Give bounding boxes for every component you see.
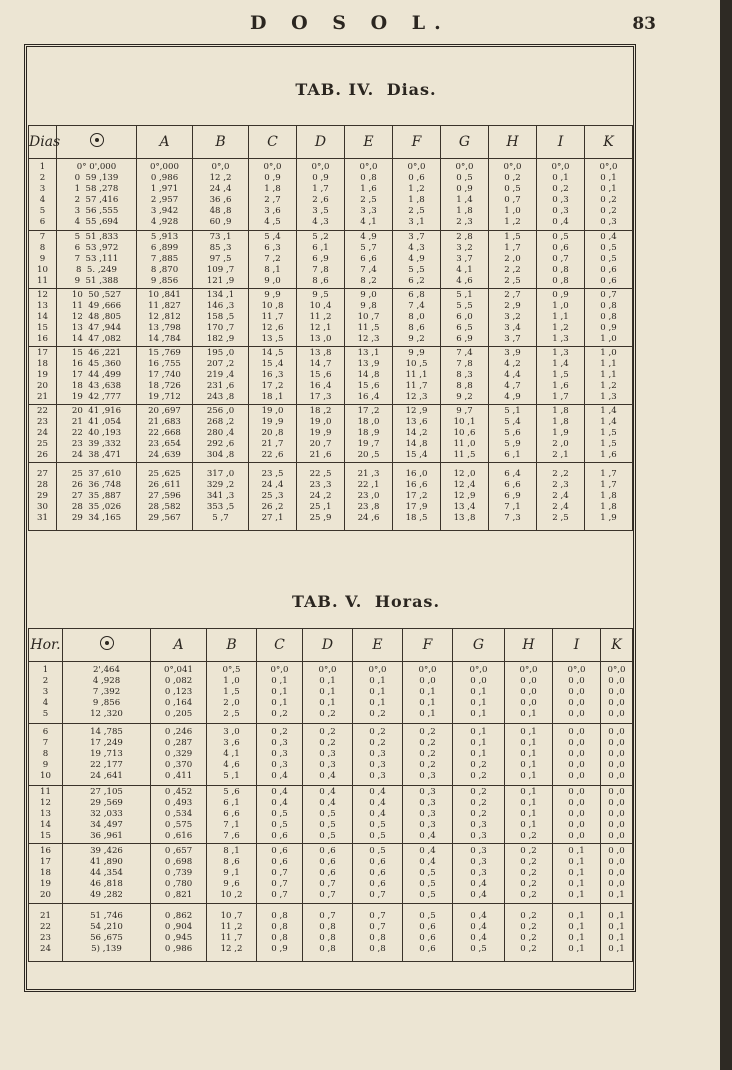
- value-cell: 25 ,625 26 ,611 27 ,596 28 ,582 29 ,567: [137, 463, 193, 531]
- value-cell: 27 ,105 29 ,569 32 ,033 34 ,497 36 ,961: [63, 786, 151, 844]
- value-cell: 0 ,1 0 ,1 0 ,1 0 ,1 0 ,2: [505, 786, 553, 844]
- value-cell: 0 ,3 0 ,3 0 ,3 0 ,3 0 ,4: [403, 786, 453, 844]
- value-cell: 0 ,1 0 ,1 0 ,1 0 ,1: [553, 904, 601, 962]
- value-cell: 10 ,841 11 ,827 12 ,812 13 ,798 14 ,784: [137, 289, 193, 347]
- value-cell: 0°,0 0 ,0 0 ,1 0 ,1 0 ,1: [403, 662, 453, 724]
- value-cell: 2',464 4 ,928 7 ,392 9 ,856 12 ,320: [63, 662, 151, 724]
- value-cell: 256 ,0 268 ,2 280 ,4 292 ,6 304 ,8: [193, 405, 249, 463]
- tab5-header-6: E: [353, 629, 403, 662]
- table-row: [29, 405, 633, 463]
- value-cell: 15 46 ,221 16 45 ,360 17 44 ,499 18 43 ,638 19 42 ,777: [57, 347, 137, 405]
- value-cell: 10 ,7 11 ,2 11 ,7 12 ,2: [207, 904, 257, 962]
- value-cell: 0 ,2 0 ,2 0 ,2 0 ,2: [505, 904, 553, 962]
- value-cell: 0 ,0 0 ,0 0 ,0 0 ,0 0 ,0: [601, 724, 633, 786]
- value-cell: 0° 0',000 0 59 ,139 1 58 ,278 2 57 ,416 3 56 ,555 4 55 ,694: [57, 159, 137, 231]
- value-cell: 0 ,2 0 ,2 0 ,2 0 ,2 0 ,3: [403, 724, 453, 786]
- value-cell: 1 ,8 1 ,8 1 ,9 2 ,0 2 ,1: [537, 405, 585, 463]
- table-row: [29, 844, 633, 904]
- tab5-header-2: A: [151, 629, 207, 662]
- value-cell: 0°,0 0 ,1 0 ,1 0 ,1 0 ,2: [257, 662, 303, 724]
- tab5-caption: [0, 592, 732, 611]
- tab5-header-5: D: [303, 629, 353, 662]
- tab5-header-3: B: [207, 629, 257, 662]
- value-cell: 0 ,2 0 ,2 0 ,2 0 ,3 0 ,3: [453, 786, 505, 844]
- value-cell: 0 ,7 0 ,8 0 ,8 0 ,9 1 ,0: [585, 289, 633, 347]
- value-cell: 0 ,2 0 ,2 0 ,2 0 ,2 0 ,2: [505, 844, 553, 904]
- tab5-caption-sub: Horas.: [374, 592, 441, 611]
- value-cell: 5 ,1 5 ,4 5 ,6 5 ,9 6 ,1: [489, 405, 537, 463]
- tab4-caption-label: TAB. IV.: [295, 80, 375, 99]
- value-cell: 5 ,2 6 ,1 6 ,9 7 ,8 8 ,6: [297, 231, 345, 289]
- value-cell: 0 ,0 0 ,0 0 ,0 0 ,0 0 ,0: [553, 786, 601, 844]
- value-cell: 22 ,5 23 ,3 24 ,2 25 ,1 25 ,9: [297, 463, 345, 531]
- row-index-cell: 11 12 13 14 15: [29, 786, 63, 844]
- tab4-header-7: F: [393, 126, 441, 159]
- value-cell: 6 ,8 7 ,4 8 ,0 8 ,6 9 ,2: [393, 289, 441, 347]
- value-cell: 0°,0 0 ,9 1 ,7 2 ,6 3 ,5 4 ,3: [297, 159, 345, 231]
- value-cell: 0 ,6 0 ,6 0 ,6 0 ,7 0 ,7: [303, 844, 353, 904]
- table-row: [29, 231, 633, 289]
- value-cell: 5 ,913 6 ,899 7 ,885 8 ,870 9 ,856: [137, 231, 193, 289]
- tab4-caption-sub: Dias.: [386, 80, 437, 99]
- value-cell: 10 50 ,527 11 49 ,666 12 48 ,805 13 47 ,944 14 47 ,082: [57, 289, 137, 347]
- value-cell: 195 ,0 207 ,2 219 ,4 231 ,6 243 ,8: [193, 347, 249, 405]
- value-cell: 0°,0 0 ,8 1 ,6 2 ,5 3 ,3 4 ,1: [345, 159, 393, 231]
- value-cell: 0 ,4 0 ,5 0 ,5 0 ,6 0 ,6: [585, 231, 633, 289]
- value-cell: 0°,0 0 ,0 0 ,0 0 ,0 0 ,0: [601, 662, 633, 724]
- table-row: [29, 662, 633, 724]
- tab5-header-9: H: [505, 629, 553, 662]
- value-cell: 0°,0 0 ,0 0 ,0 0 ,0 0 ,0: [553, 662, 601, 724]
- value-cell: 0 ,2 0 ,3 0 ,3 0 ,3 0 ,4: [257, 724, 303, 786]
- value-cell: 0 ,0 0 ,0 0 ,0 0 ,0 0 ,0: [553, 724, 601, 786]
- value-cell: 21 ,3 22 ,1 23 ,0 23 ,8 24 ,6: [345, 463, 393, 531]
- value-cell: 0 ,8 0 ,8 0 ,8 0 ,9: [257, 904, 303, 962]
- tab5-header-row: [29, 629, 633, 662]
- table-row: [29, 159, 633, 231]
- value-cell: 0 ,4 0 ,4 0 ,4 0 ,5: [453, 904, 505, 962]
- tab5-header-8: G: [453, 629, 505, 662]
- value-cell: 3 ,9 4 ,2 4 ,4 4 ,7 4 ,9: [489, 347, 537, 405]
- value-cell: 1 ,0 1 ,1 1 ,1 1 ,2 1 ,3: [585, 347, 633, 405]
- value-cell: 14 ,785 17 ,249 19 ,713 22 ,177 24 ,641: [63, 724, 151, 786]
- value-cell: 1 ,5 1 ,7 2 ,0 2 ,2 2 ,5: [489, 231, 537, 289]
- value-cell: 0 ,3 0 ,3 0 ,3 0 ,4 0 ,4: [453, 844, 505, 904]
- tab5-table: [28, 628, 633, 962]
- value-cell: 0 ,1 0 ,1 0 ,1 0 ,2 0 ,2: [453, 724, 505, 786]
- value-cell: 0 ,7 0 ,8 0 ,8 0 ,8: [303, 904, 353, 962]
- value-cell: 25 37 ,610 26 36 ,748 27 35 ,887 28 35 ,026 29 34 ,165: [57, 463, 137, 531]
- tab4-caption: [0, 80, 732, 99]
- value-cell: 0 ,5 0 ,6 0 ,6 0 ,6 0 ,7: [353, 844, 403, 904]
- table-row: [29, 347, 633, 405]
- page-edge-shadow: [720, 0, 732, 1070]
- tab4-header-11: K: [585, 126, 633, 159]
- value-cell: 7 ,4 7 ,8 8 ,3 8 ,8 9 ,2: [441, 347, 489, 405]
- value-cell: 0 ,4 0 ,4 0 ,5 0 ,5 0 ,5: [403, 844, 453, 904]
- value-cell: 20 ,697 21 ,683 22 ,668 23 ,654 24 ,639: [137, 405, 193, 463]
- value-cell: 1 ,3 1 ,4 1 ,5 1 ,6 1 ,7: [537, 347, 585, 405]
- value-cell: 12 ,0 12 ,4 12 ,9 13 ,4 13 ,8: [441, 463, 489, 531]
- value-cell: 2 ,8 3 ,2 3 ,7 4 ,1 4 ,6: [441, 231, 489, 289]
- table-row: [29, 786, 633, 844]
- value-cell: 0 ,2 0 ,2 0 ,3 0 ,3 0 ,3: [353, 724, 403, 786]
- value-cell: 9 ,5 10 ,4 11 ,2 12 ,1 13 ,0: [297, 289, 345, 347]
- value-cell: 13 ,8 14 ,7 15 ,6 16 ,4 17 ,3: [297, 347, 345, 405]
- table-row: [29, 463, 633, 531]
- running-title: D O S O L.: [250, 12, 450, 34]
- value-cell: 0 ,0 0 ,0 0 ,0 0 ,0 0 ,1: [601, 844, 633, 904]
- value-cell: 0 ,1 0 ,1 0 ,1 0 ,1 0 ,1: [505, 724, 553, 786]
- tab5-header-4: C: [257, 629, 303, 662]
- value-cell: 0°,0 0 ,1 0 ,1 0 ,1 0 ,2: [353, 662, 403, 724]
- value-cell: 0°,0 0 ,5 0 ,9 1 ,4 1 ,8 2 ,3: [441, 159, 489, 231]
- value-cell: 13 ,1 13 ,9 14 ,8 15 ,6 16 ,4: [345, 347, 393, 405]
- tab4-header-sun-icon: [57, 126, 137, 159]
- value-cell: 9 ,0 9 ,8 10 ,7 11 ,5 12 ,3: [345, 289, 393, 347]
- page-header: [0, 0, 732, 42]
- row-index-cell: 16 17 18 19 20: [29, 844, 63, 904]
- value-cell: 2 ,2 2 ,3 2 ,4 2 ,4 2 ,5: [537, 463, 585, 531]
- value-cell: 3 ,7 4 ,3 4 ,9 5 ,5 6 ,2: [393, 231, 441, 289]
- value-cell: 0 ,862 0 ,904 0 ,945 0 ,986: [151, 904, 207, 962]
- tab4-header-10: I: [537, 126, 585, 159]
- value-cell: 15 ,769 16 ,755 17 ,740 18 ,726 19 ,712: [137, 347, 193, 405]
- tab4-header-5: D: [297, 126, 345, 159]
- value-cell: 0°,0 0 ,9 1 ,8 2 ,7 3 ,6 4 ,5: [249, 159, 297, 231]
- value-cell: 0°,000 0 ,986 1 ,971 2 ,957 3 ,942 4 ,928: [137, 159, 193, 231]
- row-index-cell: 12 13 14 15 16: [29, 289, 57, 347]
- row-index-cell: 21 22 23 24: [29, 904, 63, 962]
- value-cell: 3 ,0 3 ,6 4 ,1 4 ,6 5 ,1: [207, 724, 257, 786]
- tab4-header-row: [29, 126, 633, 159]
- value-cell: 5 51 ,833 6 53 ,972 7 53 ,111 8 5. ,249 9 51 ,388: [57, 231, 137, 289]
- value-cell: 0°,041 0 ,082 0 ,123 0 ,164 0 ,205: [151, 662, 207, 724]
- value-cell: 0°,0 0 ,0 0 ,0 0 ,0 0 ,1: [505, 662, 553, 724]
- table-row: [29, 904, 633, 962]
- value-cell: 51 ,746 54 ,210 56 ,675 5) ,139: [63, 904, 151, 962]
- value-cell: 0 ,657 0 ,698 0 ,739 0 ,780 0 ,821: [151, 844, 207, 904]
- value-cell: 0°,0 0 ,0 0 ,1 0 ,1 0 ,1: [453, 662, 505, 724]
- table-row: [29, 724, 633, 786]
- value-cell: 0 ,7 0 ,7 0 ,8 0 ,8: [353, 904, 403, 962]
- tab5-header-7: F: [403, 629, 453, 662]
- tab4-header-9: H: [489, 126, 537, 159]
- value-cell: 39 ,426 41 ,890 44 ,354 46 ,818 49 ,282: [63, 844, 151, 904]
- sun-icon: [100, 636, 114, 650]
- table-row: [29, 289, 633, 347]
- value-cell: 0 ,0 0 ,0 0 ,0 0 ,0 0 ,0: [601, 786, 633, 844]
- value-cell: 17 ,2 18 ,0 18 ,9 19 ,7 20 ,5: [345, 405, 393, 463]
- tab4-header-6: E: [345, 126, 393, 159]
- value-cell: 0°,0 0 ,1 0 ,1 0 ,1 0 ,2: [303, 662, 353, 724]
- value-cell: 0°,0 0 ,1 0 ,2 0 ,3 0 ,3 0 ,4: [537, 159, 585, 231]
- value-cell: 0 ,6 0 ,6 0 ,7 0 ,7 0 ,7: [257, 844, 303, 904]
- value-cell: 9 ,7 10 ,1 10 ,6 11 ,0 11 ,5: [441, 405, 489, 463]
- tab5-header-10: I: [553, 629, 601, 662]
- row-index-cell: 27 28 29 30 31: [29, 463, 57, 531]
- value-cell: 6 ,4 6 ,6 6 ,9 7 ,1 7 ,3: [489, 463, 537, 531]
- page-number: 83: [632, 14, 656, 34]
- value-cell: 0 ,5 0 ,6 0 ,6 0 ,6: [403, 904, 453, 962]
- value-cell: 0 ,1 0 ,1 0 ,1 0 ,1 0 ,1: [553, 844, 601, 904]
- row-index-cell: 1 2 3 4 5: [29, 662, 63, 724]
- row-index-cell: 6 7 8 9 10: [29, 724, 63, 786]
- value-cell: 12 ,9 13 ,6 14 ,2 14 ,8 15 ,4: [393, 405, 441, 463]
- value-cell: 0 ,2 0 ,2 0 ,3 0 ,3 0 ,4: [303, 724, 353, 786]
- tab5-header-0: Hor.: [29, 629, 63, 662]
- tab4-header-0: Dias: [29, 126, 57, 159]
- tab5-header-sun-icon: [63, 629, 151, 662]
- value-cell: 16 ,0 16 ,6 17 ,2 17 ,9 18 ,5: [393, 463, 441, 531]
- value-cell: 20 41 ,916 21 41 ,054 22 40 ,193 23 39 ,332 24 38 ,471: [57, 405, 137, 463]
- row-index-cell: 22 23 24 25 26: [29, 405, 57, 463]
- value-cell: 0°,0 0 ,6 1 ,2 1 ,8 2 ,5 3 ,1: [393, 159, 441, 231]
- tab4-header-3: B: [193, 126, 249, 159]
- value-cell: 73 ,1 85 ,3 97 ,5 109 ,7 121 ,9: [193, 231, 249, 289]
- value-cell: 9 ,9 10 ,8 11 ,7 12 ,6 13 ,5: [249, 289, 297, 347]
- tab4-header-2: A: [137, 126, 193, 159]
- value-cell: 5 ,6 6 ,1 6 ,6 7 ,1 7 ,6: [207, 786, 257, 844]
- value-cell: 0 ,4 0 ,4 0 ,5 0 ,5 0 ,6: [257, 786, 303, 844]
- value-cell: 0°,0 12 ,2 24 ,4 36 ,6 48 ,8 60 ,9: [193, 159, 249, 231]
- value-cell: 0 ,5 0 ,6 0 ,7 0 ,8 0 ,8: [537, 231, 585, 289]
- row-index-cell: 17 18 19 20 21: [29, 347, 57, 405]
- value-cell: 5 ,4 6 ,3 7 ,2 8 ,1 9 ,0: [249, 231, 297, 289]
- value-cell: 4 ,9 5 ,7 6 ,6 7 ,4 8 ,2: [345, 231, 393, 289]
- tab4-table: [28, 125, 633, 531]
- tab4-header-8: G: [441, 126, 489, 159]
- value-cell: 317 ,0 329 ,2 341 ,3 353 ,5 5 ,7: [193, 463, 249, 531]
- value-cell: 9 ,9 10 ,5 11 ,1 11 ,7 12 ,3: [393, 347, 441, 405]
- tab4-header-4: C: [249, 126, 297, 159]
- value-cell: 0 ,4 0 ,4 0 ,5 0 ,5 0 ,5: [303, 786, 353, 844]
- value-cell: 8 ,1 8 ,6 9 ,1 9 ,6 10 ,2: [207, 844, 257, 904]
- value-cell: 0 ,452 0 ,493 0 ,534 0 ,575 0 ,616: [151, 786, 207, 844]
- value-cell: 0°,5 1 ,0 1 ,5 2 ,0 2 ,5: [207, 662, 257, 724]
- value-cell: 0 ,1 0 ,1 0 ,1 0 ,1: [601, 904, 633, 962]
- value-cell: 18 ,2 19 ,0 19 ,9 20 ,7 21 ,6: [297, 405, 345, 463]
- value-cell: 0 ,246 0 ,287 0 ,329 0 ,370 0 ,411: [151, 724, 207, 786]
- value-cell: 1 ,4 1 ,4 1 ,5 1 ,5 1 ,6: [585, 405, 633, 463]
- value-cell: 0°,0 0 ,1 0 ,1 0 ,2 0 ,2 0 ,3: [585, 159, 633, 231]
- tab5-header-11: K: [601, 629, 633, 662]
- row-index-cell: 7 8 9 10 11: [29, 231, 57, 289]
- value-cell: 0 ,9 1 ,0 1 ,1 1 ,2 1 ,3: [537, 289, 585, 347]
- value-cell: 19 ,0 19 ,9 20 ,8 21 ,7 22 ,6: [249, 405, 297, 463]
- value-cell: 14 ,5 15 ,4 16 ,3 17 ,2 18 ,1: [249, 347, 297, 405]
- value-cell: 0°,0 0 ,2 0 ,5 0 ,7 1 ,0 1 ,2: [489, 159, 537, 231]
- value-cell: 0 ,4 0 ,4 0 ,4 0 ,5 0 ,5: [353, 786, 403, 844]
- value-cell: 1 ,7 1 ,7 1 ,8 1 ,8 1 ,9: [585, 463, 633, 531]
- value-cell: 2 ,7 2 ,9 3 ,2 3 ,4 3 ,7: [489, 289, 537, 347]
- row-index-cell: 1 2 3 4 5 6: [29, 159, 57, 231]
- value-cell: 134 ,1 146 ,3 158 ,5 170 ,7 182 ,9: [193, 289, 249, 347]
- tab5-caption-label: TAB. V.: [291, 592, 363, 611]
- sun-icon: [90, 133, 104, 147]
- value-cell: 23 ,5 24 ,4 25 ,3 26 ,2 27 ,1: [249, 463, 297, 531]
- value-cell: 5 ,1 5 ,5 6 ,0 6 ,5 6 ,9: [441, 289, 489, 347]
